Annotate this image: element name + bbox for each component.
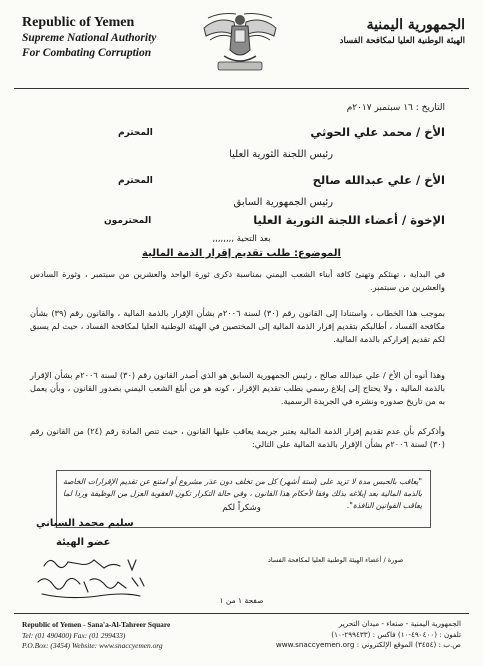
footer-en-pobox-website: P.O.Box: (3454) Website: www.snaccyemen.org bbox=[22, 641, 163, 650]
footer-en-address: Republic of Yemen - Sana'a-Al-Tahreer Square bbox=[22, 620, 171, 629]
letterhead-ar-authority: الهيئة الوطنية العليا لمكافحة الفساد bbox=[339, 36, 465, 46]
signatory-title: عضو الهيئة bbox=[56, 537, 111, 548]
arabic-letterhead bbox=[295, 16, 465, 48]
addressee-2-name: الأخ / علي عبدالله صالح bbox=[312, 173, 445, 187]
letterhead-ar-country: الجمهورية اليمنية bbox=[366, 17, 465, 33]
closing-thanks: وشكراً لكم bbox=[222, 503, 261, 513]
footer-divider bbox=[14, 613, 469, 614]
letterhead-en-country: Republic of Yemen bbox=[22, 15, 135, 30]
law-quote-text: "يعاقب بالحبس مدة لا تزيد على (ستة أشهر) كل من تخلف دون عذر مشروع أو امتنع عن تقديم الإقرارات الخاصة بالذمة المالية بعد إبلاغه بذلك وفقا لأحكام هذا القانون ، وفي حالة التكرار تكون العقوبة العزل من الوظيفة وردا لما يعاقب القوانين النافذة". bbox=[63, 477, 422, 510]
addressee-1-role: رئيس اللجنة الثورية العليا bbox=[229, 149, 333, 160]
copy-recipients-note: صورة / أعضاء الهيئة الوطنية العليا لمكافحة الفساد bbox=[268, 556, 404, 564]
body-paragraph-4: وأذكركم بأن عدم تقديم إقرار الذمة المالية يعتبر جريمة يعاقب عليها القانون ، حيث تنص المادة رقم (٢٤) من القانون رقم (٣٠) لسنة ٢٠٠٦م بشأن الإقرار بالذمة المالية على التالي: bbox=[30, 426, 445, 449]
addressee-2-honorific: المحترم bbox=[118, 176, 153, 186]
signatory-name: سليم محمد السياني bbox=[36, 518, 134, 529]
letterhead-en-purpose: For Combating Corruption bbox=[22, 47, 152, 59]
addressee-2-role: رئيس الجمهورية السابق bbox=[233, 197, 333, 208]
greeting: بعد التحية ,,,,,,,, bbox=[212, 234, 271, 244]
body-paragraph-3: وهذا أنوه أن الأخ / علي عبدالله صالح ، رئيس الجمهورية السابق هو الذي أصدر القانون رقم (٣٠) لسنة ٢٠٠٦م بشأن الإقرار بالذمة المالية ، ولا يحتاج إلى إبلاغ رسمي بطلب تقديم الإقرار ، كونه هو من أبلغ الشعب اليمني بصدور القانون ، وبأن يعمل به من تاريخ صدوره ونشره في الجريدة الرسمية. bbox=[30, 370, 446, 406]
addressee-1-honorific: المحترم bbox=[118, 128, 153, 138]
handwritten-signature-icon bbox=[28, 552, 158, 602]
eagle-emblem-icon bbox=[196, 6, 284, 78]
letter-date: التاريخ : ١٦ سبتمبر ٢٠١٧م bbox=[346, 103, 445, 113]
subject-line: الموضوع: طلب تقديم إقرار الذمة المالية bbox=[142, 248, 341, 259]
page-number: صفحة ١ من ١ bbox=[219, 596, 264, 605]
letterhead-en-authority: Supreme National Authority bbox=[22, 32, 157, 44]
footer-ar-pobox-website: ص.ب : (٣٤٥٤) الموقع الإلكتروني : www.snaccyemen.org bbox=[275, 640, 461, 649]
footer-ar-address: الجمهورية اليمنية - صنعاء - ميدان التحرير bbox=[338, 619, 461, 628]
footer-english bbox=[22, 620, 170, 652]
addressee-1-name: الأخ / محمد علي الحوثي bbox=[310, 125, 445, 139]
addressee-3-honorific: المحترمون bbox=[104, 216, 152, 226]
footer-en-phone-fax: Tel: (01 490400) Fax: (01 299433) bbox=[22, 630, 126, 640]
body-paragraph-2: بموجب هذا الخطاب ، واستنادا إلى القانون رقم (٣٠) لسنة ٢٠٠٦م بشأن الإقرار بالذمة المالية ، والقانون رقم (٣٩) بشأن مكافحة الفساد ، أطالبكم بتقديم إقرار الذمة المالية إلى المختصين في الهيئة الوطنية العليا لمكافحة الفساد ، حيث لم يسبق لكم تقديم إقراركم بالذمة المالية. bbox=[30, 308, 446, 344]
footer-ar-phone-fax: تلفون : (٤٩٠٤٠٠-١٠) فاكس : (٢٩٩٤٣٣-١٠) bbox=[331, 629, 461, 639]
english-letterhead bbox=[22, 14, 187, 61]
body-paragraph-1: في البداية ، تهنئكم وتهنئ كافة أبناء الشعب اليمني بمناسبة ذكرى ثورة الواحد والعشرين من سبتمبر ، وثورة السادس والعشرين من سبتمبر. bbox=[30, 269, 445, 292]
header-divider bbox=[14, 88, 469, 89]
addressee-3-name: الإخوة / أعضاء اللجنة الثورية العليا bbox=[253, 213, 445, 227]
footer-arabic bbox=[276, 619, 461, 651]
